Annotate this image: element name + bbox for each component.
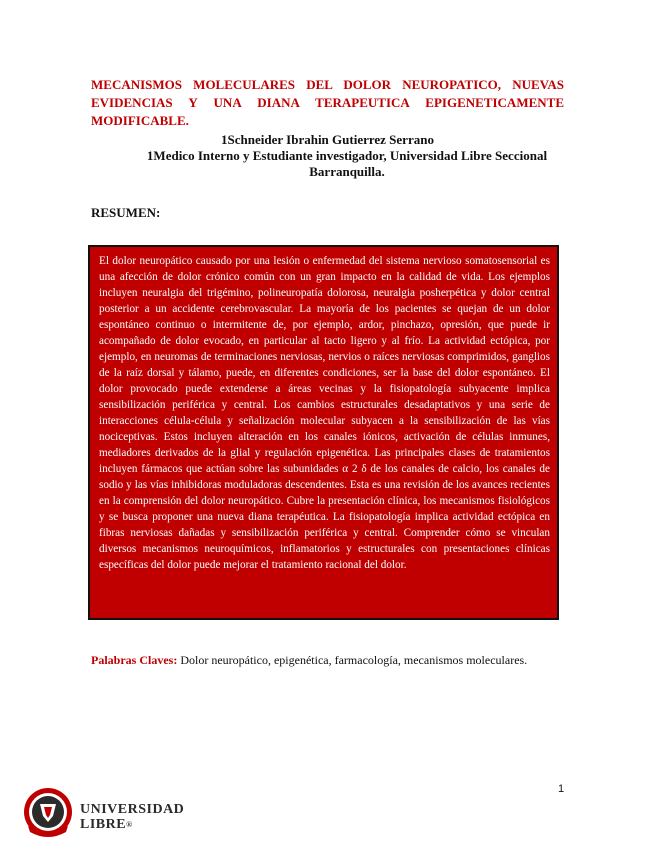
logo-line-2: LIBRE [80,817,127,832]
abstract-text: El dolor neuropático causado por una lesión o enfermedad del sistema nervioso somatosensorial es una afección de dolor crónico común con un gran impacto en la calidad de vida. Los ejemplos incluyen neuralgia del trigémino, polineuropatía dolorosa, neuralgia posherpética y dolor central posterior a un accidente cerebrovascular. La mayoría de los pacientes se quejan de un dolor espontáneo continuo o intermitente de, por ejemplo, ardor, pinchazo, opresión, que puede ir acompañado de dolor evocado, en particular al tacto ligero y al frío. La actividad ectópica, por ejemplo, en neuromas de terminaciones nerviosas, nervios o raíces nerviosas comprimidos, ganglios de la raíz dorsal y tálamo, puede, en diferentes condiciones, ser la base del dolor espontáneo. El dolor provocado puede extenderse a áreas vecinas y la fisiopatología subyacente implica sensibilización periférica y central. Los cambios estructurales desadaptativos y una serie de interacciones célula-célula y señalización molecular subyacen a la sensibilización de las vías nociceptivas. Estos incluyen alteración en los canales iónicos, activación de células inmunes, mediadores derivados de la glial y regulación epigenética. Las principales clases de tratamientos incluyen fármacos que actúan sobre las subunidades α 2 δ de los canales de calcio, los canales de sodio y las vías inhibidoras moduladoras descendentes. Esta es una revisión de los avances recientes en la comprensión del dolor neuropático. Cubre la presentación clínica, los mecanismos fisiológicos y se busca proponer una nueva diana terapéutica. La fisiopatología implica actividad ectópica en fibras nerviosas dañadas y sensibilización periférica y central. Comprender cómo se vinculan diversos mecanismos neuroquímicos, inflamatorios y estructurales con presentaciones clínicas específicas del dolor puede mejorar el tratamiento racional del dolor. [99,255,550,571]
author-affiliation: 1Medico Interno y Estudiante investigador, Universidad Libre Seccional Barranquilla. [146,148,548,179]
paper-title: MECANISMOS MOLECULARES DEL DOLOR NEUROPATICO, NUEVAS EVIDENCIAS Y UNA DIANA TERAPEUTICA EPIGENETICAMENTE MODIFICABLE. [91,77,564,128]
abstract-heading: RESUMEN: [91,205,161,220]
logo-registered-mark: ® [126,820,133,829]
author-name: 1Schneider Ibrahin Gutierrez Serrano [221,132,434,147]
keywords-line [91,652,571,668]
page-number: 1 [558,783,565,795]
university-logo-text [80,802,184,832]
keywords-text: Dolor neuropático, epigenética, farmacología, mecanismos moleculares. [177,653,528,667]
logo-line-1: UNIVERSIDAD [80,802,185,817]
keywords-label: Palabras Claves: [91,653,178,667]
abstract-box [88,245,559,620]
university-seal-icon [24,788,72,837]
